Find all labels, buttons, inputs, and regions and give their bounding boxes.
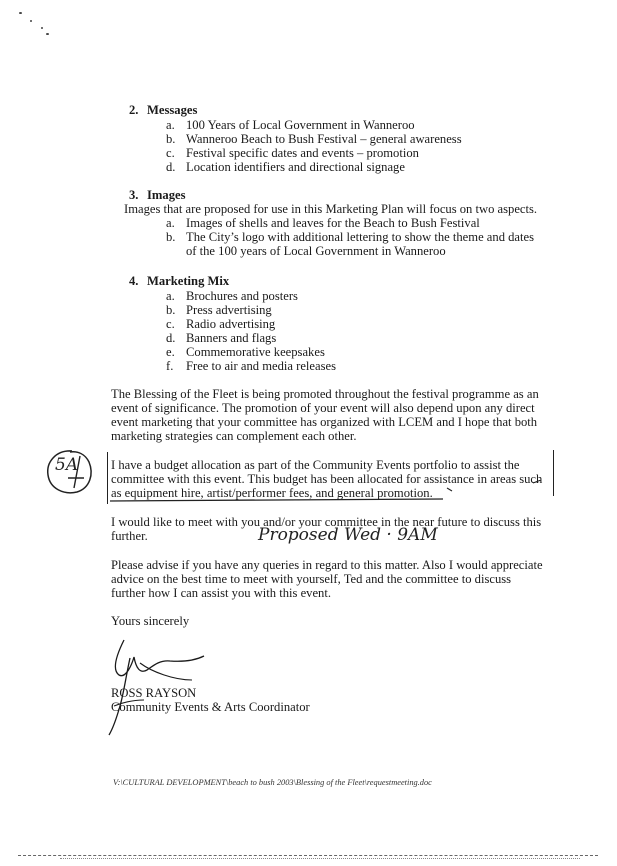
paragraph-line: Please advise if you have any queries in regard to this matter. Also I would appreciate (111, 558, 543, 572)
list-item: Brochures and posters (186, 289, 298, 303)
paragraph-line: I would like to meet with you and/or your committee in the near future to discuss this (111, 515, 542, 529)
scan-speck (46, 33, 49, 35)
handwritten-note: Proposed Wed · 9AM (258, 525, 438, 545)
underline-mark-icon (108, 480, 558, 505)
scan-edge-dotted (60, 858, 580, 859)
paragraph-line: further how I can assist you with this event. (111, 586, 331, 600)
paragraph-line: committee with this event. This budget has been allocated for assistance in areas such (111, 472, 543, 486)
list-marker: b. (166, 303, 176, 317)
paragraph-line: advice on the best time to meet with yourself, Ted and the committee to discuss (111, 572, 512, 586)
list-marker: d. (166, 331, 176, 345)
list-item: Festival specific dates and events – promotion (186, 146, 419, 160)
section-heading: Images (147, 188, 186, 202)
list-marker: b. (166, 132, 176, 146)
signer-title: Community Events & Arts Coordinator (111, 700, 310, 714)
scan-speck (30, 20, 32, 22)
margin-mark-text: 5A (55, 455, 79, 475)
section-intro: Images that are proposed for use in this Marketing Plan will focus on two aspects. (124, 202, 538, 216)
paragraph-line: further. (111, 529, 148, 543)
list-item-continuation: of the 100 years of Local Government in Wanneroo (186, 244, 446, 258)
list-marker: b. (166, 230, 176, 244)
scan-speck (41, 27, 43, 29)
paragraph-line: I have a budget allocation as part of the Community Events portfolio to assist the (111, 458, 520, 472)
scan-speck (19, 12, 22, 14)
list-item: Wanneroo Beach to Bush Festival – general awareness (186, 132, 462, 146)
paragraph-line: event marketing that your committee has organized with LCEM and I hope that both (111, 415, 538, 429)
list-item: Press advertising (186, 303, 272, 317)
list-item: 100 Years of Local Government in Wanneroo (186, 118, 415, 132)
salutation: Yours sincerely (111, 614, 190, 628)
footer-file-path: V:\CULTURAL DEVELOPMENT\beach to bush 2003\Blessing of the Fleet\requestmeeting.doc (113, 778, 432, 787)
section-number: 2. (129, 103, 139, 117)
list-item: Free to air and media releases (186, 359, 337, 373)
list-marker: a. (166, 118, 175, 132)
list-marker: c. (166, 146, 175, 160)
list-marker: d. (166, 160, 176, 174)
list-item: The City’s logo with additional lettering to show the theme and dates (186, 230, 535, 244)
list-item: Commemorative keepsakes (186, 345, 325, 359)
section-heading: Messages (147, 103, 198, 117)
list-item: Location identifiers and directional signage (186, 160, 405, 174)
list-marker: a. (166, 289, 175, 303)
list-marker: c. (166, 317, 175, 331)
paragraph-line: as equipment hire, artist/performer fees, and general promotion. (111, 486, 433, 500)
list-item: Images of shells and leaves for the Beach to Bush Festival (186, 216, 480, 230)
list-marker: e. (166, 345, 175, 359)
section-heading: Marketing Mix (147, 274, 230, 288)
list-item: Banners and flags (186, 331, 277, 345)
section-number: 4. (129, 274, 139, 288)
section-number: 3. (129, 188, 139, 202)
paragraph-line: event of significance. The promotion of your event will also depend upon any direct (111, 401, 535, 415)
scan-edge-dotted (18, 855, 598, 856)
paragraph-line: marketing strategies can complement each other. (111, 429, 357, 443)
list-marker: f. (166, 359, 174, 373)
list-item: Radio advertising (186, 317, 276, 331)
signer-name: ROSS RAYSON (111, 686, 197, 700)
paragraph-line: The Blessing of the Fleet is being promoted throughout the festival programme as an (111, 387, 539, 401)
list-marker: a. (166, 216, 175, 230)
